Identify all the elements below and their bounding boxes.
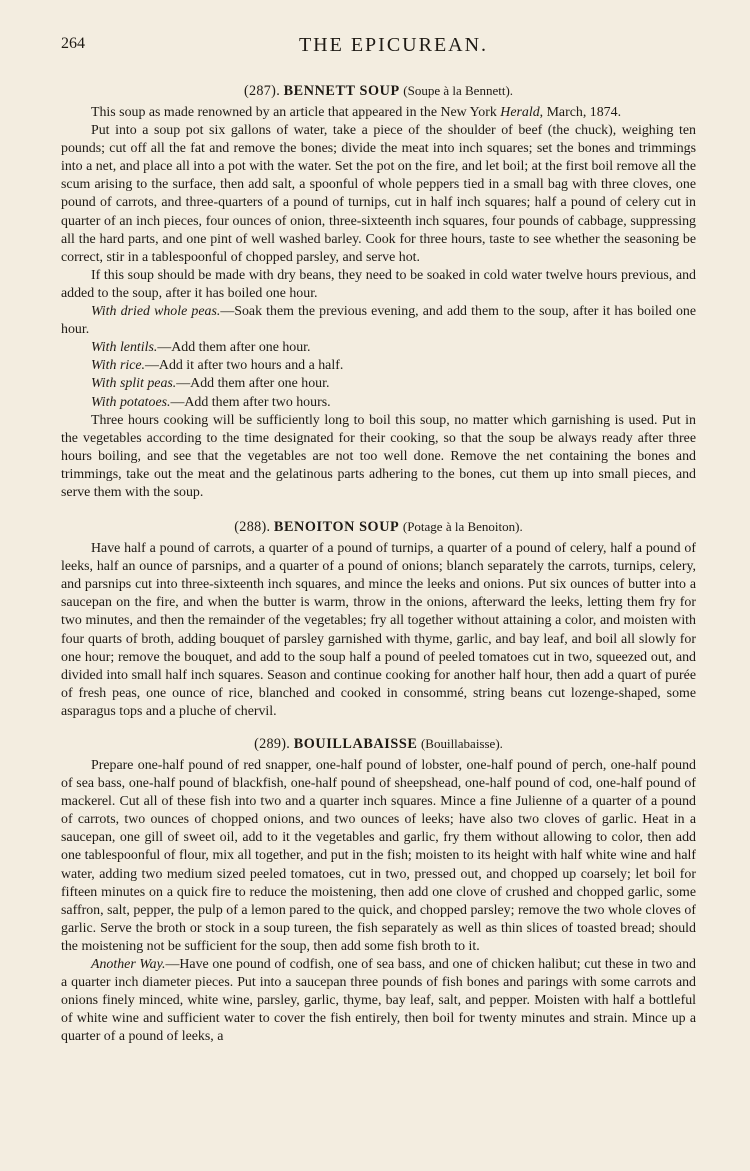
recipe-heading — [61, 82, 696, 100]
paragraph: Have half a pound of carrots, a quarter of a pound of turnips, a quarter of a pound of celery, half a pound of leeks, half an ounce of parsnips, and a quarter of a pound of onions; blanch separately the carrots, turnips, celery, and parsnips cut into three-sixteenth inch squares, and mince the leeks and onions. Put six ounces of butter into a saucepan on the fire, and when the butter is warm, throw in the onions, afterward the leeks, letting them fry for two minutes, and then the remainder of the vegetables; fry all together without attaining a color, and moisten with four quarts of broth, adding bouquet of parsley garnished with thyme, garlic, and bay leaf, and boil all slowly for one hour; remove the bouquet, and add to the soup half a pound of peeled tomatoes cut in two, squeezed out, and divided into small half inch squares. Season and continue cooking for another half hour, then add a quart of purée of fresh peas, one ounce of rice, blanched and cooked in consommé, string beans cut lozenge-shaped, some asparagus tops and a pluche of chervil. — [61, 541, 696, 719]
recipe-heading — [61, 518, 696, 536]
recipe-name: BENOITON SOUP — [273, 519, 400, 536]
recipe-289 — [61, 735, 696, 1047]
recipe-number: (288). — [234, 519, 271, 536]
running-title: THE EPICUREAN. — [298, 34, 489, 56]
paragraph: Three hours cooking will be sufficiently long to boil this soup, no matter which garnishing is used. Put in the vegetables according to the time designated for their cooking, so that the soup be always ready after three hours boiling, and see that the vegetables are not too well done. Remove the net containing the bones and trimmings, take out the meat and the gelatinous parts adhering to the bones, cut them up into small pieces, and serve them with the soup. — [61, 412, 696, 500]
paragraph: With split peas.—Add them after one hour. — [91, 376, 330, 392]
page-header — [61, 30, 696, 60]
recipe-288 — [61, 518, 696, 721]
paragraph: With rice.—Add it after two hours and a half. — [91, 358, 344, 374]
recipe-287 — [61, 82, 696, 502]
variation-label: With lentils. — [91, 340, 158, 356]
recipe-heading — [61, 735, 696, 753]
page-number: 264 — [61, 35, 85, 52]
recipe-french-name: (Bouillabaisse). — [420, 736, 503, 751]
recipe-french-name: (Potage à la Benoiton). — [402, 519, 523, 535]
paragraph: Put into a soup pot six gallons of water, take a piece of the shoulder of beef (the chuck), weighing ten pounds; cut off all the fat and remove the bones; divide the meat into inch squares; set the bones and trimmings into a net, and place all into a pot with the water. Set the pot on the fire, and let boil; at the first boil remove all the scum arising to the surface, then add salt, a spoonful of whole peppers tied in a small bag with three cloves, one pound of carrots, and three-quarters of a pound of turnips, cut in half inch squares; half a pound of celery cut in quarter of an inch pieces, four ounces of onion, three-sixteenth inch squares, four pounds of cabbage, suppressing all the hard parts, and one pint of well washed barley. Cook for three hours, taste to see whether the seasoning be correct, stir in a tablespoonful of chopped parsley, and serve hot. — [61, 123, 696, 265]
variation-label: Another Way. — [91, 957, 166, 973]
variation-label: With potatoes. — [91, 394, 171, 410]
recipe-french-name: (Soupe à la Bennett). — [403, 83, 514, 98]
paragraph: If this soup should be made with dry beans, they need to be soaked in cold water twelve hours previous, and added to the soup, after it has boiled one hour. — [61, 267, 696, 301]
paragraph: Another Way.—Have one pound of codfish, one of sea bass, and one of chicken halibut; cut these in two and a quarter inch diameter pieces. Put into a saucepan three pounds of fish bones and parings with some carrots and onions finely minced, white wine, parsley, garlic, thyme, bay leaf, salt, and pepper. Moisten with half a bottleful of white wine and sufficient water to cover the fish entirely, then boil for twenty minutes and strain. Mince up a quarter of a pound of leeks, a — [61, 957, 696, 1045]
recipe-number: (289). — [254, 736, 291, 752]
paragraph: With dried whole peas.—Soak them the previous evening, and add them to the soup, after it has boiled one hour. — [61, 304, 696, 338]
paragraph: This soup as made renowned by an article that appeared in the New York Herald, March, 1874. — [91, 105, 622, 120]
recipe-name: BENNETT SOUP — [283, 83, 400, 99]
variation-label: With rice. — [91, 358, 146, 374]
paragraph: With potatoes.—Add them after two hours. — [91, 394, 331, 410]
recipe-number: (287). — [243, 83, 281, 99]
recipe-name: BOUILLABAISSE — [293, 736, 418, 752]
variation-label: With dried whole peas. — [91, 304, 221, 320]
variation-label: With split peas. — [91, 376, 177, 392]
paragraph: With lentils.—Add them after one hour. — [91, 340, 311, 356]
paragraph: Prepare one-half pound of red snapper, one-half pound of lobster, one-half pound of perch, one-half pound of sea bass, one-half pound of blackfish, one-half pound of sheepshead, one-half pound of cod, one-half pound of mackerel. Cut all of these fish into two and a quarter inch squares. Mince a fine Julienne of a quarter of a pound of carrots, two ounces of chopped onions, and two ounces of leeks; have also two cloves of garlic. Heat in a saucepan, one gill of sweet oil, add to it the vegetables and garlic, fry them without allowing to color, then add one tablespoonful of flour, mix all together, and put in the fish; moisten to its height with half white wine and half water, adding two medium sized peeled tomatoes, cut in two, pressed out, and chopped up coarsely; let boil for fifteen minutes on a quick fire to reduce the moistening, then add one clove of crushed and chopped garlic, some saffron, salt, pepper, the pulp of a lemon pared to the quick, and chopped parsley; remove the two whole cloves of garlic. Serve the broth or stock in a soup tureen, the fish separately as well as thin slices of toasted bread; should the moistening not be sufficient for the soup, then add some fish broth to it. — [61, 758, 696, 954]
